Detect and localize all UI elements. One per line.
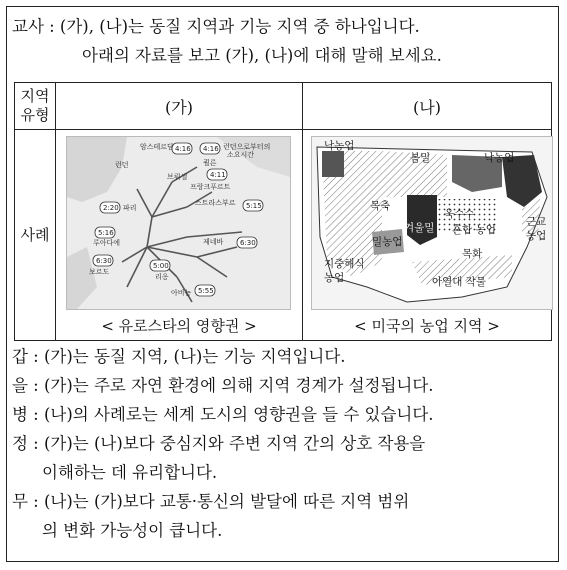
label-spring-wheat: 봄밀	[410, 152, 431, 164]
map-a-time-amsterdam: 4:16	[175, 145, 191, 153]
opinion-jeong: 정 : (가)는 (나)보다 중심지와 주변 지역 간의 상호 작용을	[12, 434, 426, 453]
label-cotton: 목화	[462, 248, 483, 260]
case-cell-b	[303, 130, 552, 341]
city-brussels: 브뤼셀	[167, 173, 188, 181]
city-avignon: 아비뇽	[171, 289, 192, 297]
type-header-line-2: 유형	[20, 106, 50, 124]
city-paris: 파리	[123, 204, 137, 212]
city-cologne: 쾰른	[203, 159, 217, 167]
column-header-b: (나)	[303, 83, 552, 130]
opinion-mu-cont: 의 변화 가능성이 큽니다.	[42, 521, 223, 540]
label-suburban-2: 농업	[526, 230, 547, 242]
city-rouen: 루아다에	[93, 239, 121, 247]
type-header	[15, 83, 56, 130]
label-dairy-west: 낙농업	[324, 140, 355, 152]
city-frankfurt: 프랑크푸르트	[190, 183, 231, 191]
map-a-time-rouen: 5:16	[98, 229, 114, 237]
city-lyon: 리옹	[155, 273, 169, 281]
region-type-table	[14, 82, 552, 341]
label-subtropical: 아열대 작물	[432, 276, 487, 288]
teacher-line-1: 교사 : (가), (나)는 동질 지역과 기능 지역 중 하나입니다.	[12, 17, 420, 36]
label-ranching: 목축	[370, 200, 391, 212]
label-mediterranean-1: 지중해식	[324, 258, 365, 270]
caption-eurostar: < 유로스타의 영향권 >	[101, 317, 257, 335]
us-agriculture-map	[311, 136, 553, 310]
caption-us-agriculture: < 미국의 농업 지역 >	[354, 317, 500, 335]
opinion-byeong: 병 : (나)의 사례로는 세계 도시의 영향권을 들 수 있습니다.	[12, 405, 434, 424]
label-mediterranean-2: 농업	[324, 272, 345, 284]
opinion-gap: 갑 : (가)는 동질 지역, (나)는 기능 지역입니다.	[12, 347, 346, 366]
label-winter-wheat: 겨울밀	[404, 222, 435, 234]
case-cell-a	[56, 130, 303, 341]
city-amsterdam: 암스테르담	[140, 143, 174, 151]
type-header-line-1: 지역	[20, 87, 50, 105]
label-suburban-1: 근교	[526, 216, 547, 228]
opinion-jeong-cont: 이해하는 데 유리합니다.	[42, 463, 218, 482]
student-opinions	[12, 342, 434, 545]
map-a-time-geneva: 6:30	[240, 239, 256, 247]
opinion-eul: 을 : (가)는 주로 자연 환경에 의해 지역 경계가 설정됩니다.	[12, 376, 434, 395]
case-label: 사례	[15, 130, 56, 341]
teacher-line-2: 아래의 자료를 보고 (가), (나)에 대해 말해 보세요.	[82, 46, 442, 65]
map-a-time-lyon: 5:00	[153, 262, 169, 270]
label-corn: 옥수수	[444, 208, 475, 220]
column-header-a: (가)	[56, 83, 303, 130]
map-a-legend-text-1: 런던으로부터의	[223, 143, 271, 151]
city-geneva: 제네바	[203, 238, 224, 246]
eurostar-map	[66, 136, 291, 310]
us-agriculture-map-drawing	[312, 137, 552, 309]
city-london: 런던	[115, 161, 129, 169]
teacher-prompt	[12, 12, 442, 70]
map-a-legend-time: 4:16	[203, 145, 219, 153]
map-a-time-avignon: 5:55	[198, 287, 214, 295]
map-a-time-cologne: 4:11	[210, 171, 226, 179]
city-strasbourg: 스트라스부르	[195, 199, 236, 207]
opinion-mu: 무 : (나)는 (가)보다 교통·통신의 발달에 따른 지역 범위	[12, 492, 410, 511]
map-a-legend-text-2: 소요시간	[227, 151, 255, 159]
eurostar-map-drawing	[67, 137, 290, 309]
label-mixed: 혼합 농업	[452, 224, 496, 236]
map-a-time-paris: 2:20	[103, 204, 119, 212]
label-wheat: 밀농업	[372, 236, 403, 248]
city-bordeaux: 보르도	[89, 268, 110, 276]
label-dairy-east: 낙농업	[484, 152, 515, 164]
map-a-time-bordeaux: 6:30	[96, 257, 112, 265]
map-a-time-strasbourg: 5:15	[246, 202, 262, 210]
